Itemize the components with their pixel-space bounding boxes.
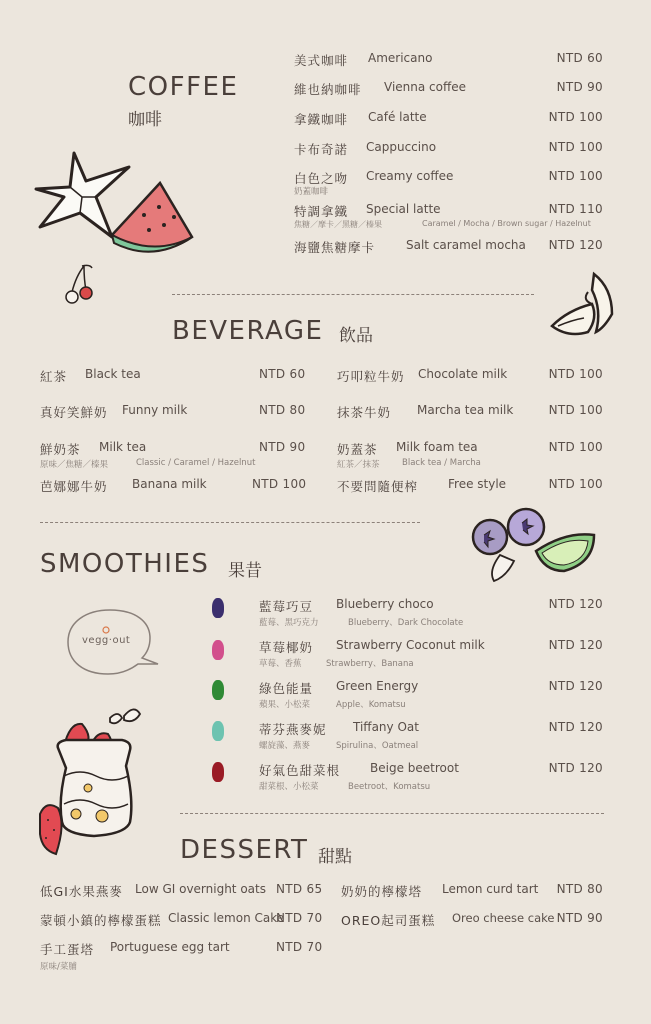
item-price: NTD 100: [548, 140, 603, 154]
item-name-en: Blueberry choco: [336, 597, 434, 611]
section-subtitle-coffee: 咖啡: [128, 110, 162, 130]
item-name-zh: 芭娜娜牛奶: [40, 479, 108, 494]
item-name-en: Milk foam tea: [396, 440, 478, 454]
section-title-smoothies: SMOOTHIES: [40, 549, 210, 579]
divider: [172, 294, 534, 295]
item-name-en: Vienna coffee: [384, 80, 467, 94]
item-name-zh: 白色之吻: [294, 171, 349, 186]
item-name-zh: 好氣色甜菜根: [259, 763, 341, 778]
item-name-zh: 低GI水果燕麥: [40, 884, 123, 899]
item-name-zh: 草莓椰奶: [259, 640, 314, 655]
item-price: NTD 100: [548, 169, 603, 183]
item-note-en: Classic / Caramel / Hazelnut: [136, 458, 256, 468]
item-note-zh: 原味/菜脯: [40, 962, 77, 972]
smoothie-color-swatch: [212, 680, 224, 700]
item-name-en: Special latte: [366, 202, 441, 216]
item-price: NTD 120: [548, 238, 603, 252]
starfruit-watermelon-illustration: [34, 145, 196, 263]
smoothie-color-swatch: [212, 762, 224, 782]
section-title-coffee: COFFEE: [128, 72, 239, 102]
smoothie-color-swatch: [212, 598, 224, 618]
item-price: NTD 65: [276, 882, 323, 896]
item-price: NTD 100: [548, 110, 603, 124]
item-name-zh: 鮮奶茶: [40, 442, 81, 457]
item-price: NTD 90: [259, 440, 306, 454]
item-price: NTD 100: [548, 403, 603, 417]
item-name-zh: 卡布奇諾: [294, 142, 349, 157]
item-price: NTD 120: [548, 638, 603, 652]
item-name-en: Tiffany Oat: [353, 720, 419, 734]
item-note-zh: 蘋果、小松菜: [259, 700, 311, 710]
item-name-en: Banana milk: [132, 477, 207, 491]
item-note-zh: 原味／焦糖／榛果: [40, 460, 109, 470]
item-price: NTD 120: [548, 679, 603, 693]
item-name-zh: 拿鐵咖啡: [294, 112, 349, 127]
banana-icon: [548, 270, 620, 342]
parfait-jar-illustration: [36, 704, 146, 858]
cherry-icon: [62, 262, 96, 306]
divider: [180, 813, 604, 814]
smoothie-color-swatch: [212, 721, 224, 741]
item-note-zh: 焦糖／摩卡／黑糖／榛果: [294, 220, 382, 229]
item-price: NTD 100: [548, 440, 603, 454]
item-price: NTD 100: [252, 477, 307, 491]
item-name-zh: 奶奶的檸檬塔: [341, 884, 423, 899]
vegg-out-logo: [66, 608, 160, 678]
item-name-zh: 紅茶: [40, 369, 68, 384]
item-price: NTD 120: [548, 761, 603, 775]
item-price: NTD 120: [548, 720, 603, 734]
item-name-zh: 蒂芬燕麥妮: [259, 722, 327, 737]
item-name-en: Marcha tea milk: [417, 403, 514, 417]
item-name-zh: 不要問隨便榨: [337, 479, 419, 494]
item-price: NTD 100: [548, 367, 603, 381]
item-price: NTD 80: [259, 403, 306, 417]
item-note-en: Blueberry、Dark Chocolate: [348, 618, 464, 628]
item-name-en: Funny milk: [122, 403, 188, 417]
item-price: NTD 70: [276, 911, 323, 925]
item-name-en: Oreo cheese cake: [452, 911, 555, 925]
item-name-zh: 特調拿鐵: [294, 204, 349, 219]
logo-text: vegg·out: [82, 635, 131, 646]
item-name-zh: 藍莓巧豆: [259, 599, 314, 614]
item-note-zh: 甜菜根、小松菜: [259, 782, 319, 792]
item-name-zh: 綠色能量: [259, 681, 314, 696]
item-name-zh: 海鹽焦糖摩卡: [294, 240, 376, 255]
item-price: NTD 60: [556, 51, 603, 65]
item-price: NTD 80: [556, 882, 603, 896]
item-note-en: Strawberry、Banana: [326, 659, 414, 669]
item-name-en: Lemon curd tart: [442, 882, 539, 896]
item-name-en: Portuguese egg tart: [110, 940, 230, 954]
section-subtitle-beverage: 飲品: [339, 326, 373, 346]
item-price: NTD 60: [259, 367, 306, 381]
item-price: NTD 90: [556, 911, 603, 925]
item-name-en: Americano: [368, 51, 433, 65]
item-name-zh: 美式咖啡: [294, 53, 349, 68]
section-title-beverage: BEVERAGE: [172, 316, 324, 346]
item-note-zh: 奶蓋咖啡: [294, 187, 329, 197]
blueberry-lime-illustration: [470, 505, 600, 585]
item-price: NTD 70: [276, 940, 323, 954]
item-note-zh: 藍莓、黑巧克力: [259, 618, 319, 628]
item-name-en: Black tea: [85, 367, 141, 381]
item-price: NTD 90: [556, 80, 603, 94]
item-price: NTD 100: [548, 477, 603, 491]
item-name-en: Milk tea: [99, 440, 147, 454]
item-note-zh: 螺旋藻、燕麥: [259, 741, 311, 751]
item-name-en: Chocolate milk: [418, 367, 508, 381]
item-name-zh: 真好笑鮮奶: [40, 405, 108, 420]
item-name-en: Cappuccino: [366, 140, 437, 154]
item-name-en: Low GI overnight oats: [135, 882, 266, 896]
item-name-en: Strawberry Coconut milk: [336, 638, 485, 652]
item-name-en: Free style: [448, 477, 507, 491]
item-name-zh: 奶蓋茶: [337, 442, 378, 457]
item-name-zh: 手工蛋塔: [40, 942, 95, 957]
item-note-en: Apple、Komatsu: [336, 700, 406, 710]
item-price: NTD 120: [548, 597, 603, 611]
item-name-en: Beige beetroot: [370, 761, 459, 775]
item-name-zh: OREO起司蛋糕: [341, 913, 436, 928]
item-note-en: Black tea / Marcha: [402, 458, 481, 468]
item-note-zh: 紅茶／抹茶: [337, 460, 380, 470]
smoothie-color-swatch: [212, 640, 224, 660]
item-name-en: Café latte: [368, 110, 427, 124]
item-price: NTD 110: [548, 202, 603, 216]
item-name-zh: 巧叩粒牛奶: [337, 369, 405, 384]
item-note-en: Beetroot、Komatsu: [348, 782, 431, 792]
section-subtitle-smoothies: 果昔: [228, 561, 262, 581]
item-name-zh: 抹茶牛奶: [337, 405, 392, 420]
item-name-en: Green Energy: [336, 679, 419, 693]
item-name-zh: 維也納咖啡: [294, 82, 362, 97]
item-name-en: Salt caramel mocha: [406, 238, 526, 252]
item-note-zh: 草莓、香蕉: [259, 659, 302, 669]
item-note-en: Caramel / Mocha / Brown sugar / Hazelnut: [422, 219, 591, 228]
item-name-en: Creamy coffee: [366, 169, 454, 183]
item-name-en: Classic lemon Cake: [168, 911, 285, 925]
section-title-dessert: DESSERT: [180, 835, 309, 865]
divider: [40, 522, 420, 523]
section-subtitle-dessert: 甜點: [318, 847, 352, 867]
item-note-en: Spirulina、Oatmeal: [336, 741, 419, 751]
item-name-zh: 蒙頓小鎮的檸檬蛋糕: [40, 913, 162, 928]
